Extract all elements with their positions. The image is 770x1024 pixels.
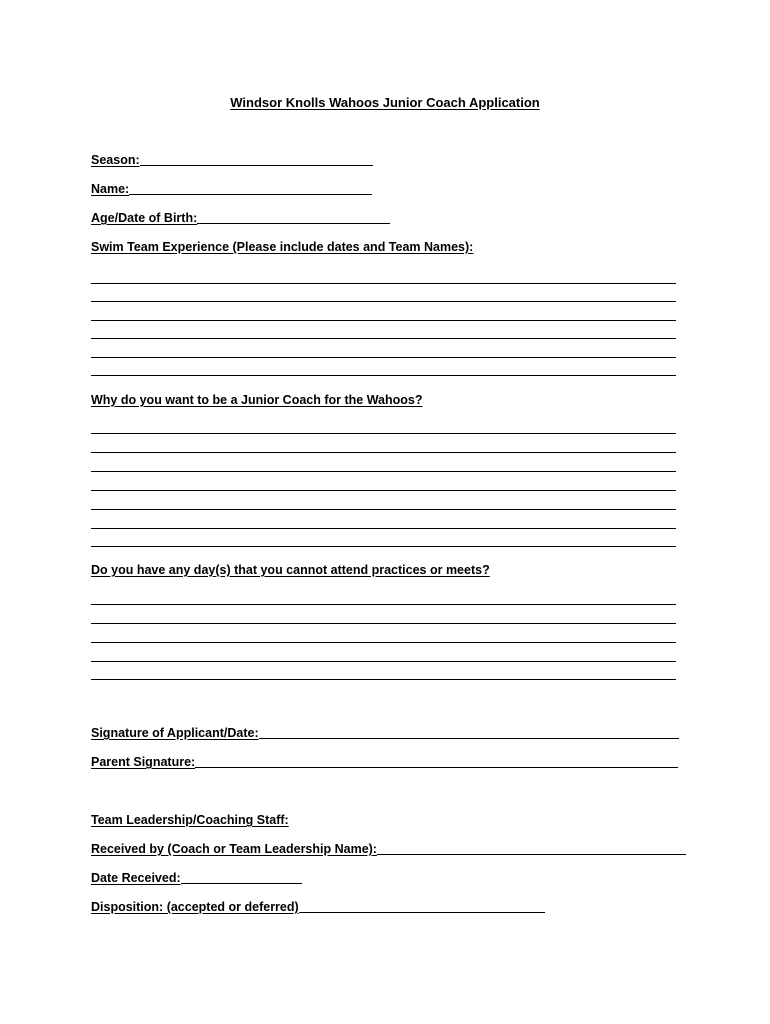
- answer-line[interactable]: [91, 283, 676, 284]
- season-input-line[interactable]: [140, 154, 373, 166]
- applicant-signature-field[interactable]: [91, 726, 679, 741]
- answer-line[interactable]: [91, 320, 676, 321]
- answer-line[interactable]: [91, 490, 676, 491]
- date-received-line[interactable]: [181, 872, 302, 884]
- answer-line[interactable]: [91, 528, 676, 529]
- answer-line[interactable]: [91, 375, 676, 376]
- why-question: Why do you want to be a Junior Coach for the Wahoos?: [91, 393, 423, 407]
- staff-heading: Team Leadership/Coaching Staff:: [91, 813, 289, 827]
- answer-line[interactable]: [91, 679, 676, 680]
- name-field[interactable]: [91, 182, 372, 197]
- received-by-label: Received by (Coach or Team Leadership Name):: [91, 842, 377, 856]
- applicant-signature-label: Signature of Applicant/Date:: [91, 726, 259, 740]
- answer-line[interactable]: [91, 433, 676, 434]
- answer-line[interactable]: [91, 642, 676, 643]
- disposition-label: Disposition: (accepted or deferred): [91, 900, 299, 914]
- age-input-line[interactable]: [197, 212, 390, 224]
- received-by-line[interactable]: [377, 843, 686, 855]
- answer-line[interactable]: [91, 623, 676, 624]
- parent-signature-line[interactable]: [195, 756, 678, 768]
- experience-question: Swim Team Experience (Please include dates and Team Names):: [91, 240, 474, 254]
- name-label: Name:: [91, 182, 130, 196]
- answer-line[interactable]: [91, 509, 676, 510]
- disposition-line[interactable]: [299, 901, 545, 913]
- disposition-field[interactable]: [91, 900, 545, 915]
- answer-line[interactable]: [91, 546, 676, 547]
- age-label: Age/Date of Birth:: [91, 211, 198, 225]
- answer-line[interactable]: [91, 357, 676, 358]
- answer-line[interactable]: [91, 471, 676, 472]
- answer-line[interactable]: [91, 338, 676, 339]
- days-question: Do you have any day(s) that you cannot attend practices or meets?: [91, 563, 490, 577]
- date-received-label: Date Received:: [91, 871, 181, 885]
- answer-line[interactable]: [91, 661, 676, 662]
- answer-line[interactable]: [91, 301, 676, 302]
- season-field[interactable]: [91, 153, 373, 168]
- parent-signature-label: Parent Signature:: [91, 755, 196, 769]
- name-input-line[interactable]: [129, 183, 372, 195]
- page-title: Windsor Knolls Wahoos Junior Coach Application: [230, 95, 540, 110]
- age-field[interactable]: [91, 211, 390, 226]
- date-received-field[interactable]: [91, 871, 302, 886]
- applicant-signature-line[interactable]: [259, 727, 679, 739]
- received-by-field[interactable]: [91, 842, 686, 857]
- answer-line[interactable]: [91, 452, 676, 453]
- season-label: Season:: [91, 153, 140, 167]
- answer-line[interactable]: [91, 604, 676, 605]
- parent-signature-field[interactable]: [91, 755, 678, 770]
